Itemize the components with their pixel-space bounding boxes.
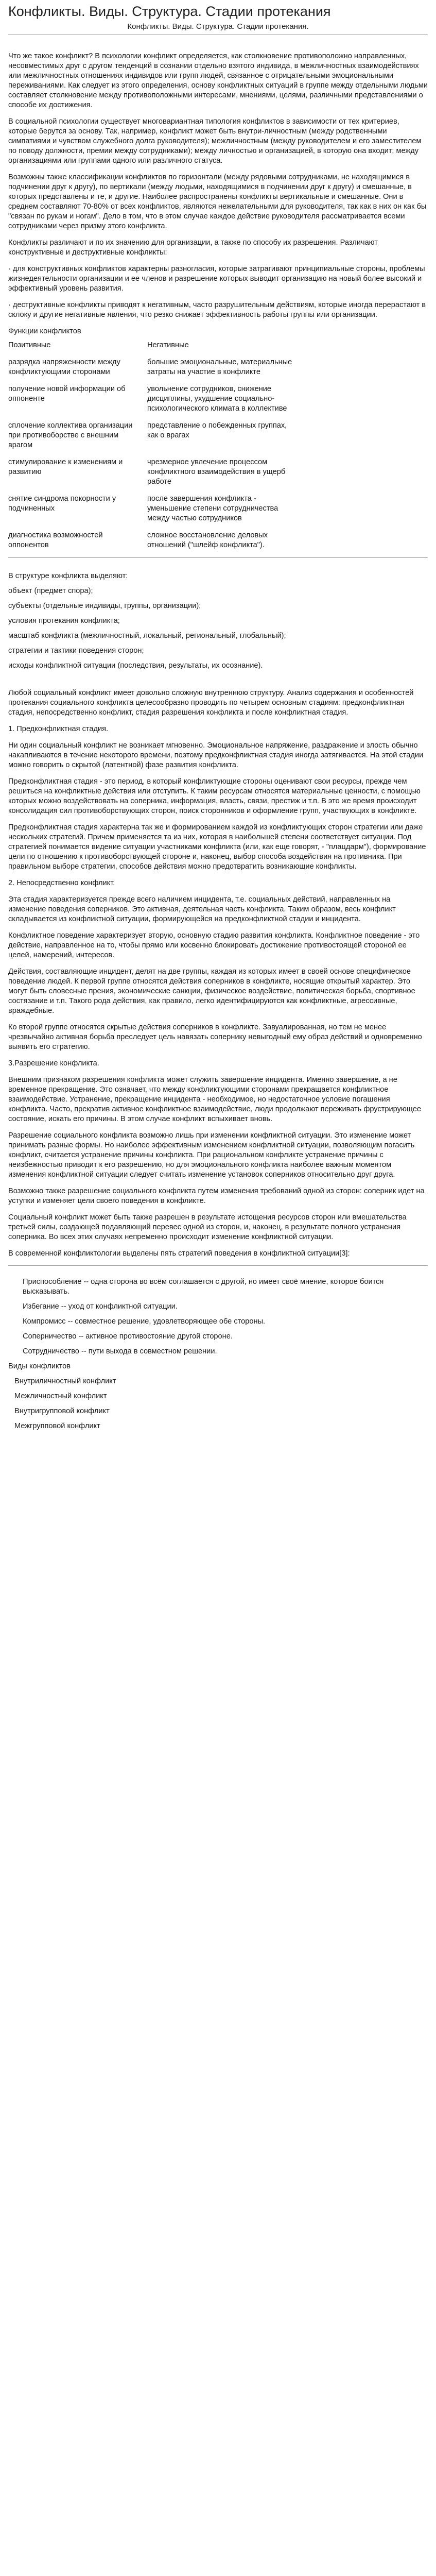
stages-section	[8, 688, 428, 1259]
kind-item: Межгрупповой конфликт	[14, 1422, 100, 1430]
paragraph: Любой социальный конфликт имеет довольно сложную внутреннюю структуру. Анализ содержания и особенностей протекания социального конфликта целесообразно проводить по четырем основным стадиям: предконфликтная стадия, непосредственно конфликт, стадия разрешения конфликта и после конфликтная стадия.	[8, 689, 414, 717]
paragraph: Возможно также разрешение социального конфликта путем изменения требований одной из сторон: соперник идет на уступки и изменяет цели своего поведения в конфликте.	[8, 1187, 425, 1205]
table-row	[8, 421, 297, 450]
table-cell: после завершения конфликта - уменьшение степени сотрудничества между частью сотрудников	[147, 495, 278, 522]
bullet-paragraph: · для конструктивных конфликтов характерны разногласия, которые затрагивают принципиальные стороны, проблемы жизнедеятельности организации и ее членов и разрешение которых выводит организацию на новый более высокий и эффективный уровень развития.	[8, 265, 425, 293]
strategy-item: Приспособление -- одна сторона во всём соглашается с другой, но имеет своё мнение, которое боится высказывать.	[23, 1278, 384, 1296]
table-cell: сложное восстановление деловых отношений ("шлейф конфликта").	[147, 531, 268, 549]
kinds-heading: Виды конфликтов	[8, 1362, 71, 1370]
table-cell: стимулирование к изменениям и развитию	[8, 458, 123, 476]
structure-intro: В структуре конфликта выделяют:	[8, 572, 128, 580]
structure-item: исходы конфликтной ситуации (последствия, результаты, их осознание).	[8, 662, 263, 670]
paragraph: Конфликтное поведение характеризует вторую, основную стадию развития конфликта. Конфликтное поведение - это действие, направленное на то, чтобы прямо или косвенно блокировать достижение противостоящей стороной ее целей, намерений, интересов.	[8, 931, 420, 959]
table-row	[8, 494, 297, 523]
stage-heading: 1. Предконфликтная стадия.	[8, 725, 109, 733]
paragraph: Ни один социальный конфликт не возникает мгновенно. Эмоциональное напряжение, раздражение и злость обычно накапливаются в течение некоторого времени, поэтому предконфликтная стадия иногда затягивается. На этой стадии можно говорить о скрытой (латентной) фазе развития конфликта.	[8, 741, 424, 769]
kinds-section	[8, 1362, 428, 1431]
kind-item: Внутригрупповой конфликт	[14, 1407, 110, 1415]
table-cell: снятие синдрома покорности у подчиненных	[8, 495, 116, 513]
column-header-negative: Негативные	[147, 341, 189, 349]
structure-item: условия протекания конфликта;	[8, 617, 120, 625]
paragraph: Внешним признаком разрешения конфликта может служить завершение инцидента. Именно завершение, а не временное прекращение. Это означает, что между конфликтующими сторонами прекращается конфликтное взаимодействие. Устранение, прекращение инцидента - необходимое, но недостаточное условие погашения конфликта. Часто, прекратив активное конфликтное взаимодействие, люди продолжают переживать фрустрирующее состояние, искать его причины. В этом случае конфликт вспыхивает вновь.	[8, 1076, 421, 1123]
functions-section	[8, 327, 428, 550]
strategies-list	[8, 1277, 428, 1357]
paragraph: Конфликты различают и по их значению для организации, а также по способу их разрешения. Различают конструктивные и деструктивные конфликты:	[8, 239, 378, 257]
page-title: Конфликты. Виды. Структура. Стадии протекания	[8, 4, 331, 19]
stage-heading: 2. Непосредственно конфликт.	[8, 879, 115, 887]
column-header-positive: Позитивные	[8, 341, 51, 349]
bullet-paragraph: · деструктивные конфликты приводят к негативным, часто разрушительным действиям, которые иногда перерастают в склоку и другие негативные явления, что резко снижает эффективность работы группы или организации.	[8, 301, 426, 319]
table-row	[8, 358, 297, 377]
kind-item: Межличностный конфликт	[14, 1392, 107, 1400]
table-cell: разрядка напряженности между конфликтующими сторонами	[8, 358, 120, 376]
paragraph: Предконфликтная стадия характерна так же и формированием каждой из конфликтующих сторон стратегии или даже нескольких стратегий. Причем применяется та из них, которая в наибольшей степени соответствует ситуации. Под стратегией понимается видение ситуации участниками конфликта (или, как еще говорят, - "плацдарм"), формирование цели по отношению к противоборствующей стороне и, наконец, выбор способа воздействия на противника. При правильном выборе стратегии, способов действия можно предотвратить возникающие конфликты.	[8, 823, 426, 871]
table-cell: большие эмоциональные, материальные затраты на участие в конфликте	[147, 358, 292, 376]
strategy-item: Избегание -- уход от конфликтной ситуации.	[23, 1302, 178, 1311]
section-divider	[8, 557, 428, 558]
structure-item: субъекты (отдельные индивиды, группы, организации);	[8, 602, 201, 610]
table-cell: представление о побежденных группах, как о врагах	[147, 421, 287, 439]
document-page	[0, 3, 436, 1431]
table-row	[8, 384, 297, 414]
strategy-item: Сотрудничество -- пути выхода в совместном решении.	[23, 1347, 217, 1355]
strategy-item: Соперничество -- активное противостояние другой стороне.	[23, 1332, 233, 1341]
strategy-item: Компромисс -- совместное решение, удовлетворяющее обе стороны.	[23, 1317, 266, 1326]
structure-item: объект (предмет спора);	[8, 587, 93, 595]
functions-header-row	[8, 341, 297, 350]
paragraph: Разрешение социального конфликта возможно лишь при изменении конфликтной ситуации. Это изменение может принимать разные формы. Но наиболее эффективным изменением конфликтной ситуации, позволяющим погасить конфликт, считается устранение причины конфликта. При рациональном конфликте устранение причины с неизбежностью приводит к его разрешению, но для эмоционального конфликта наиболее важным моментом изменения конфликтной ситуации следует считать изменение установок соперников относительно друг друга.	[8, 1131, 415, 1179]
table-cell: сплочение коллектива организации при противоборстве с внешним врагом	[8, 421, 133, 449]
structure-item: стратегии и тактики поведения сторон;	[8, 647, 144, 655]
functions-table	[8, 341, 297, 550]
functions-heading: Функции конфликтов	[8, 327, 81, 335]
table-row	[8, 457, 297, 487]
paragraph: Социальный конфликт может быть также разрешен в результате истощения ресурсов сторон или вмешательства третьей силы, создающей подавляющий перевес одной из сторон, и, наконец, в результате полного устранения соперника. Во всех этих случаях непременно происходит изменение конфликтной ситуации.	[8, 1213, 407, 1241]
paragraph: Предконфликтная стадия - это период, в который конфликтующие стороны оценивают свои ресурсы, прежде чем решиться на конфликтные действия или отступить. К таким ресурсам относятся материальные ценности, с помощью которых можно воздействовать на соперника, информация, власть, связи, престиж и т.п. В это же время происходит консолидация сил противоборствующих сторон, поиск сторонников и оформление групп, участвующих в конфликте.	[8, 777, 421, 815]
table-row	[8, 531, 297, 550]
paragraph: Что же такое конфликт? В психологии конфликт определяется, как столкновение противоположно направленных, несовместимых друг с другом тенденций в сознании отдельно взятого индивида, в межличностных взаимодействиях или межличностных отношениях индивидов или групп людей, связанное с отрицательными эмоциональными переживаниями. Как следует из этого определения, основу конфликтных ситуаций в группе между отдельными людьми составляет столкновение между противоположными интересами, мнениями, целями, различными представлениями о способе их достижения.	[8, 52, 428, 109]
paragraph: Ко второй группе относятся скрытые действия соперников в конфликте. Завуалированная, но тем не менее чрезвычайно активная борьба преследует цель навязать сопернику невыгодный ему образ действий и одновременно выявить его стратегию.	[8, 1023, 422, 1051]
stage-heading: 3.Разрешение конфликта.	[8, 1059, 99, 1067]
table-cell: диагностика возможностей оппонентов	[8, 531, 103, 549]
section-divider	[8, 1265, 428, 1266]
intro-section	[8, 52, 428, 320]
table-cell: получение новой информации об оппоненте	[8, 385, 126, 403]
structure-section	[8, 571, 428, 671]
paragraph: Возможны также классификации конфликтов по горизонтали (между рядовыми сотрудниками, не находящимися в подчинении друг к другу), по вертикали (между людьми, находящимися в подчинении друг к другу) и смешанные, в которых представлены и те, и другие. Наиболее распространены конфликты вертикальные и смешанные. Они в среднем составляют 70-80% от всех конфликтов, являются нежелательными для руководителя, так как в них он как бы "связан по рукам и ногам". Дело в том, что в этом случае каждое действие руководителя рассматривается всеми сотрудниками через призму этого конфликта.	[8, 173, 427, 230]
structure-item: масштаб конфликта (межличностный, локальный, региональный, глобальный);	[8, 632, 286, 640]
paragraph: Действия, составляющие инцидент, делят на две группы, каждая из которых имеет в своей основе специфическое поведение людей. К первой группе относятся действия соперников в конфликте, носящие открытый характер. Это могут быть словесные прения, экономические санкции, физическое воздействие, политическая борьба, спортивное состязание и т.п. Такого рода действия, как правило, легко идентифицируются как конфликтные, агрессивные, враждебные.	[8, 968, 415, 1015]
paragraph: В современной конфликтологии выделены пять стратегий поведения в конфликтной ситуации[3]:	[8, 1249, 350, 1258]
paragraph: В социальной психологии существует многовариантная типология конфликтов в зависимости от тех критериев, которые берутся за основу. Так, например, конфликт может быть внутри-личностным (между родственными симпатиями и чувством служебного долга руководителя); межличностным (между руководителем и его заместителем по поводу должности, премии между сотрудниками); между личностью и организацией, в которую она входит; между организациями или группами одного или различного статуса.	[8, 117, 422, 165]
page-subtitle: Конфликты. Виды. Структура. Стадии протекания.	[127, 22, 309, 31]
table-cell: чрезмерное увлечение процессом конфликтного взаимодействия в ущерб работе	[147, 458, 286, 486]
kind-item: Внутриличностный конфликт	[14, 1377, 116, 1385]
paragraph: Эта стадия характеризуется прежде всего наличием инцидента, т.е. социальных действий, направленных на изменение поведения соперников. Это активная, деятельная часть конфликта. Таким образом, весь конфликт складывается из конфликтной ситуации, формирующейся на предконфликтной стадии и инцидента.	[8, 895, 396, 923]
table-cell: увольнение сотрудников, снижение дисциплины, ухудшение социально-психологического климата в коллективе	[147, 385, 287, 413]
